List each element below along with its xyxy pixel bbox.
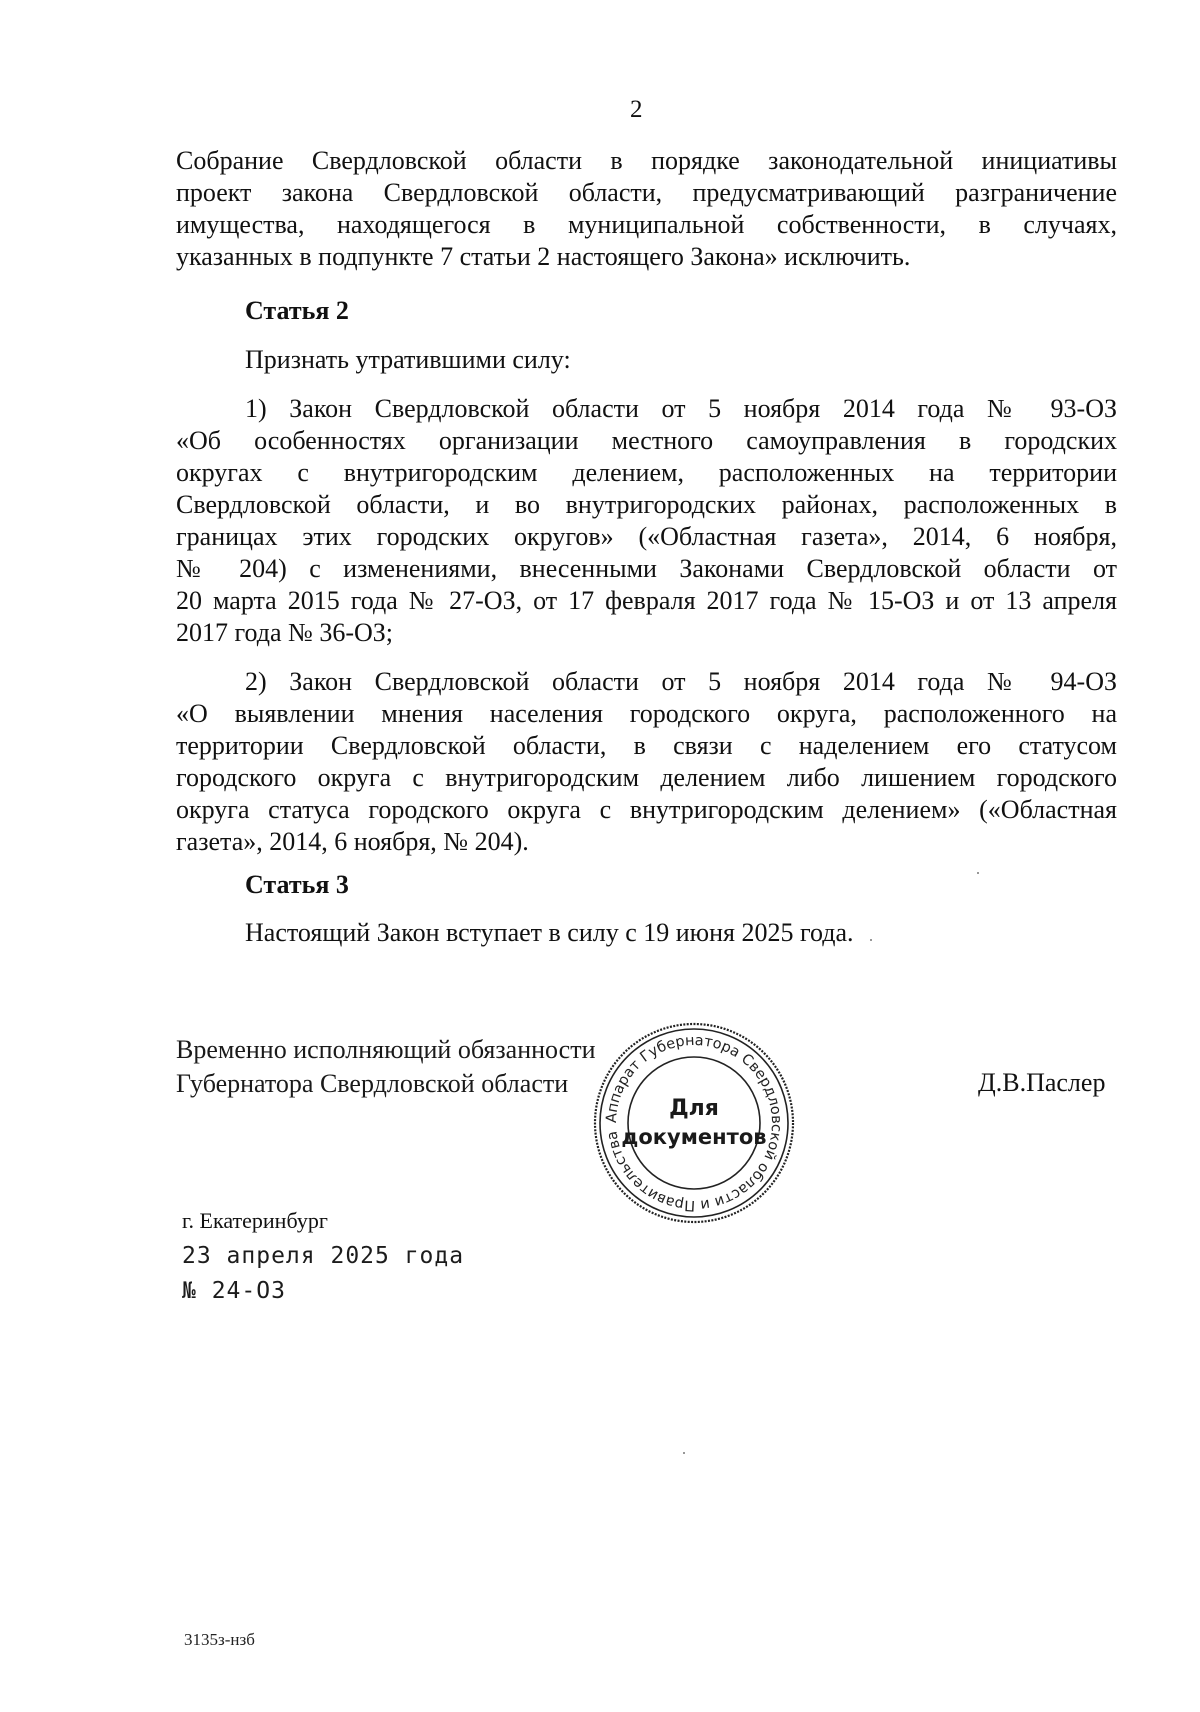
item2-line: 2) Закон Свердловской области от 5 ноября 2014 года № 94-ОЗ <box>245 667 1117 696</box>
seal-graphic <box>591 1020 797 1226</box>
intro-line: проект закона Свердловской области, предусматривающий разграничение <box>176 178 1117 207</box>
signer-position-line-2: Губернатора Свердловской области <box>176 1069 569 1098</box>
item1-line: границах этих городских округов» («Областная газета», 2014, 6 ноября, <box>176 522 1117 551</box>
official-seal <box>591 1020 797 1226</box>
item2-line: округа статуса городского округа с внутригородским делением» («Областная <box>176 795 1117 824</box>
item1-line: округах с внутригородским делением, расположенных на территории <box>176 458 1117 487</box>
scan-speck <box>977 872 979 874</box>
item1-line: № 204) с изменениями, внесенными Законами Свердловской области от <box>176 554 1117 583</box>
article-2-heading: Статья 2 <box>245 296 349 325</box>
signer-position-line-1: Временно исполняющий обязанности <box>176 1035 596 1064</box>
item1-line: 1) Закон Свердловской области от 5 ноября 2014 года № 93-ОЗ <box>245 394 1117 423</box>
item1-line: 20 марта 2015 года № 27-ОЗ, от 17 февраля 2017 года № 15-ОЗ и от 13 апреля <box>176 586 1117 615</box>
intro-line: имущества, находящегося в муниципальной собственности, в случаях, <box>176 210 1117 239</box>
item2-line: городского округа с внутригородским делением либо лишением городского <box>176 763 1117 792</box>
item1-line: Свердловской области, и во внутригородских районах, расположенных в <box>176 490 1117 519</box>
scan-speck <box>683 1452 685 1454</box>
intro-line: Собрание Свердловской области в порядке законодательной инициативы <box>176 146 1117 175</box>
intro-paragraph <box>176 145 1117 273</box>
item2-line: территории Свердловской области, в связи с наделением его статусом <box>176 731 1117 760</box>
article-3-heading: Статья 3 <box>245 870 349 899</box>
law-number: № 24-ОЗ <box>182 1278 286 1304</box>
article-3-text: Настоящий Закон вступает в силу с 19 июня 2025 года. <box>245 918 854 947</box>
article-2-item-2 <box>176 666 1117 858</box>
intro-line: указанных в подпункте 7 статьи 2 настоящего Закона» исключить. <box>176 242 911 271</box>
item2-line: «О выявлении мнения населения городского округа, расположенного на <box>176 699 1117 728</box>
item1-line: «Об особенностях организации местного самоуправления в городских <box>176 426 1117 455</box>
place-of-signing: г. Екатеринбург <box>182 1208 328 1233</box>
seal-center-line-2: документов <box>621 1125 767 1149</box>
seal-center-line-1: Для <box>669 1096 719 1121</box>
article-2-item-1 <box>176 393 1117 649</box>
footer-code: 3135з-нзб <box>184 1630 255 1649</box>
page-number: 2 <box>630 96 643 123</box>
seal-ring-text: Аппарат Губернатора Свердловской области и Правительства <box>603 1032 785 1214</box>
item1-line: 2017 года № 36-ОЗ; <box>176 618 394 647</box>
signing-date: 23 апреля 2025 года <box>182 1243 465 1269</box>
article-2-lead: Признать утратившими силу: <box>245 345 571 374</box>
scan-speck <box>870 939 872 941</box>
item2-line: газета», 2014, 6 ноября, № 204). <box>176 827 529 856</box>
signer-name: Д.В.Паслер <box>978 1068 1106 1097</box>
